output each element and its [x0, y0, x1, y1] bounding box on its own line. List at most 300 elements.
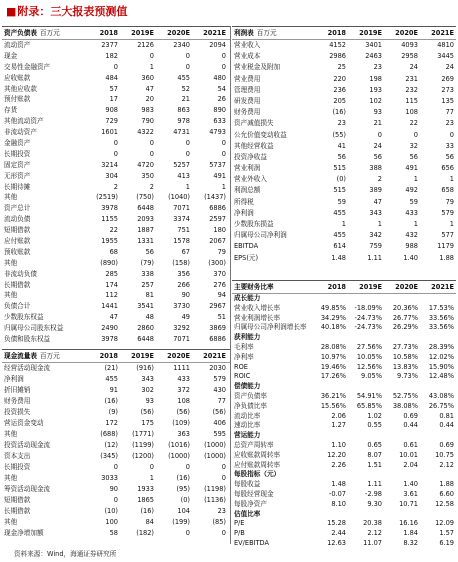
- row-value: 3033: [101, 474, 118, 482]
- row-value: 1.11: [367, 480, 382, 489]
- row-label: 营运能力: [234, 431, 261, 440]
- row-value: 863: [177, 106, 190, 115]
- row-value: 6.19: [439, 538, 454, 547]
- row-label: 获利能力: [234, 333, 261, 342]
- table-row: [232, 85, 456, 96]
- row-value: 370: [213, 269, 226, 278]
- row-value: 276: [213, 280, 226, 289]
- row-value: (1199): [132, 441, 154, 449]
- row-value: 6886: [209, 204, 226, 213]
- row-value: 56: [337, 152, 346, 161]
- row-value: 25: [337, 63, 346, 72]
- row-value: 8.32: [403, 538, 418, 547]
- year-header: 2020E: [167, 352, 190, 360]
- row-value: 1: [149, 474, 154, 482]
- table-row: [2, 290, 230, 301]
- row-value: 236: [333, 85, 346, 94]
- financial-ratios-table: [232, 280, 456, 549]
- row-value: 47: [373, 197, 382, 206]
- table-row: [2, 301, 230, 312]
- source-note: 资料来源：Wind，海通证券研究所: [14, 550, 117, 558]
- table-row: [2, 280, 230, 291]
- table-row: [232, 185, 456, 196]
- row-value: (9): [108, 408, 118, 416]
- row-value: 12.56%: [356, 362, 382, 371]
- row-value: 1.57: [439, 529, 454, 538]
- row-value: 59: [337, 197, 346, 206]
- row-value: 11.07: [363, 538, 382, 547]
- row-value: 59: [409, 197, 418, 206]
- year-header: 2019E: [359, 29, 382, 37]
- row-label: 其他经营收益: [234, 141, 274, 150]
- table-row: [232, 461, 456, 471]
- row-label: 预收账款: [4, 247, 31, 256]
- table-row: [232, 441, 456, 451]
- row-value: 27.56%: [356, 342, 382, 351]
- row-label: 研发费用: [234, 96, 261, 105]
- row-label: ROIC: [234, 372, 251, 381]
- row-value: 6.60: [439, 489, 454, 498]
- row-value: 32: [409, 141, 418, 150]
- row-value: 3374: [173, 215, 190, 224]
- row-value: 47: [145, 84, 154, 93]
- table-row: [2, 363, 230, 374]
- row-value: 0.44: [439, 421, 454, 430]
- row-value: 180: [213, 226, 226, 235]
- row-value: 4731: [173, 128, 190, 137]
- table-row: [2, 73, 230, 84]
- row-value: 205: [333, 96, 346, 105]
- table-row: [232, 208, 456, 219]
- row-value: 285: [105, 269, 118, 278]
- row-value: 47: [109, 313, 118, 322]
- row-label: 营运资金变动: [4, 419, 44, 427]
- row-value: 1955: [101, 237, 118, 246]
- row-label: 少数股东损益: [234, 220, 274, 228]
- row-value: 23: [217, 507, 226, 515]
- year-header: 2020E: [395, 29, 418, 37]
- table-row: [2, 385, 230, 396]
- row-label: 长期借款: [4, 280, 31, 289]
- row-value: 0: [185, 139, 190, 148]
- row-value: 67: [181, 247, 190, 256]
- row-value: 1: [341, 220, 346, 228]
- row-label: 总资产周转率: [234, 440, 274, 449]
- table-row: [2, 323, 230, 334]
- row-value: 38.08%: [392, 401, 418, 410]
- row-label: 投资活动现金流: [4, 441, 51, 449]
- row-label: 资本支出: [4, 452, 31, 460]
- row-value: (890): [100, 258, 118, 267]
- row-value: 108: [177, 397, 190, 405]
- table-row: [232, 241, 456, 252]
- row-value: 1887: [137, 226, 154, 235]
- row-value: 56: [445, 152, 454, 161]
- row-label: 资产负债率: [234, 391, 267, 400]
- row-value: (182): [136, 529, 154, 537]
- year-header: 2020E: [167, 29, 190, 37]
- row-value: 49.85%: [320, 303, 346, 312]
- row-value: 0: [413, 130, 418, 139]
- row-value: 0.65: [367, 440, 382, 449]
- row-value: 1.11: [367, 253, 382, 262]
- cash-flow-table: [2, 349, 230, 539]
- row-value: (916): [136, 364, 154, 372]
- row-value: (79): [140, 258, 154, 267]
- row-value: 91: [109, 386, 118, 394]
- row-label: 资产减值损失: [234, 119, 274, 128]
- row-value: 10.97%: [320, 352, 346, 361]
- row-value: 220: [333, 74, 346, 83]
- row-value: 343: [369, 208, 382, 217]
- row-value: 16.16: [399, 519, 418, 528]
- row-value: 1: [413, 175, 418, 184]
- row-value: 0: [221, 62, 226, 71]
- row-value: 304: [105, 171, 118, 180]
- row-label: 每股指标（元）: [234, 470, 281, 479]
- table-row: [2, 418, 230, 429]
- row-label: 金融资产: [4, 139, 31, 148]
- table-row: [2, 247, 230, 258]
- row-label: 长期借款: [4, 507, 31, 515]
- row-value: 193: [369, 85, 382, 94]
- row-value: 2: [377, 175, 382, 184]
- table-row: [232, 500, 456, 510]
- row-value: (56): [140, 408, 154, 416]
- row-value: 24: [373, 141, 382, 150]
- row-value: (55): [332, 130, 346, 139]
- row-value: 988: [405, 242, 418, 251]
- row-value: 182: [105, 51, 118, 60]
- row-value: 0: [449, 130, 454, 139]
- year-header: 2020E: [395, 283, 418, 291]
- row-value: 1.10: [331, 440, 346, 449]
- row-value: 1: [413, 220, 418, 228]
- row-value: 614: [333, 242, 346, 251]
- row-value: 5737: [209, 160, 226, 169]
- row-value: (1000): [204, 452, 226, 460]
- row-value: 79: [217, 247, 226, 256]
- row-value: 54.91%: [356, 391, 382, 400]
- row-value: 343: [141, 375, 154, 383]
- row-value: -2.98: [364, 489, 382, 498]
- row-value: 34.29%: [320, 313, 346, 322]
- row-value: 1.48: [331, 253, 346, 262]
- balance-sheet-table: [2, 26, 230, 345]
- row-label: 营业税金及附加: [234, 63, 281, 72]
- row-label: 营业收入增长率: [234, 303, 281, 312]
- table-row: [232, 431, 456, 441]
- table-row: [2, 506, 230, 517]
- row-value: 0: [185, 51, 190, 60]
- row-value: 10.05%: [356, 352, 382, 361]
- row-value: 41: [337, 141, 346, 150]
- row-value: 455: [333, 208, 346, 217]
- row-value: 33.56%: [428, 313, 454, 322]
- table-row: [2, 138, 230, 149]
- row-value: 77: [217, 397, 226, 405]
- year-header: 2018: [327, 29, 346, 37]
- row-label: 无形资产: [4, 171, 31, 180]
- row-value: 231: [405, 74, 418, 83]
- row-value: 2986: [329, 52, 346, 61]
- row-value: 22: [409, 119, 418, 128]
- row-value: 455: [333, 231, 346, 240]
- row-label: 预付账款: [4, 95, 31, 104]
- row-value: 433: [405, 208, 418, 217]
- row-value: 15.90%: [428, 362, 454, 371]
- row-value: 3401: [365, 41, 382, 49]
- row-value: 1155: [101, 215, 118, 224]
- row-value: 1441: [101, 302, 118, 311]
- table-row: [232, 130, 456, 141]
- row-value: 26.29%: [392, 323, 418, 332]
- row-value: 0.69: [403, 411, 418, 420]
- row-value: 17: [109, 95, 118, 104]
- row-value: 7071: [173, 335, 190, 344]
- table-row: [232, 253, 456, 264]
- row-value: 579: [441, 208, 454, 217]
- row-value: (1198): [204, 485, 226, 493]
- row-value: 17.26%: [320, 372, 346, 381]
- year-header: 2018: [99, 352, 118, 360]
- row-label: 归属母公司净利润增长率: [234, 323, 307, 332]
- row-value: 2.26: [331, 460, 346, 469]
- row-value: 0: [113, 139, 118, 148]
- row-label: 现金: [4, 51, 18, 60]
- row-value: 21: [181, 95, 190, 104]
- row-label: 投资净收益: [234, 152, 267, 161]
- row-value: 595: [213, 430, 226, 438]
- table-row: [232, 51, 456, 62]
- row-label: EPS(元): [234, 253, 259, 262]
- row-value: 79: [445, 197, 454, 206]
- row-value: 1: [449, 220, 454, 228]
- table-row: [232, 363, 456, 373]
- row-value: (12): [104, 441, 118, 449]
- row-value: 4152: [329, 41, 346, 49]
- row-label: 其他: [4, 474, 18, 482]
- row-value: 759: [369, 242, 382, 251]
- row-value: 0: [221, 474, 226, 482]
- row-value: 3869: [209, 324, 226, 333]
- row-label: 利润总额: [234, 186, 261, 195]
- row-label: P/B: [234, 529, 245, 538]
- row-label: P/E: [234, 519, 245, 528]
- table-row: [232, 510, 456, 520]
- row-value: 2463: [365, 52, 382, 61]
- table-row: [2, 51, 230, 62]
- row-value: 1: [377, 220, 382, 228]
- row-value: 2094: [209, 41, 226, 49]
- row-value: 1331: [137, 237, 154, 246]
- row-value: 13.83%: [392, 362, 418, 371]
- row-value: 751: [177, 226, 190, 235]
- row-value: 2093: [137, 215, 154, 224]
- row-value: (56): [212, 408, 226, 416]
- table-header-row: [2, 349, 230, 363]
- row-value: 2.12: [439, 460, 454, 469]
- row-label: 少数股东权益: [4, 313, 44, 322]
- row-label: 其他: [4, 430, 18, 438]
- row-value: 33.56%: [428, 323, 454, 332]
- table-row: [232, 353, 456, 363]
- row-value: 2126: [137, 41, 154, 49]
- row-value: (750): [136, 193, 154, 202]
- table-row: [2, 374, 230, 385]
- row-value: 94: [217, 291, 226, 300]
- row-value: 0.69: [439, 440, 454, 449]
- row-value: 9.05%: [361, 372, 382, 381]
- row-value: 8.10: [331, 499, 346, 508]
- row-value: 12.02%: [428, 352, 454, 361]
- table-title: 资产负债表: [4, 29, 37, 37]
- row-value: 1.84: [403, 529, 418, 538]
- row-label: 经营活动现金流: [4, 364, 51, 372]
- row-value: 20: [145, 95, 154, 104]
- row-value: 6886: [209, 335, 226, 344]
- row-value: 1111: [173, 364, 190, 372]
- row-value: 49: [181, 313, 190, 322]
- row-value: 302: [141, 386, 154, 394]
- row-value: 3.61: [403, 489, 418, 498]
- row-value: 515: [333, 186, 346, 195]
- row-label: 营业利润增长率: [234, 313, 281, 322]
- row-value: 104: [177, 507, 190, 515]
- row-value: 10.75: [435, 450, 454, 459]
- page-title: [6, 3, 127, 19]
- row-value: 1.48: [331, 480, 346, 489]
- row-value: 56: [373, 152, 382, 161]
- row-label: 偿债能力: [234, 382, 261, 391]
- row-value: 43.08%: [428, 391, 454, 400]
- table-row: [2, 334, 230, 345]
- row-value: 48: [145, 313, 154, 322]
- row-label: 净利率: [234, 352, 254, 361]
- row-value: (1136): [204, 496, 226, 504]
- row-label: 固定资产: [4, 160, 31, 169]
- row-value: 174: [105, 280, 118, 289]
- table-row: [2, 258, 230, 269]
- row-label: 营业利润: [234, 164, 261, 173]
- table-row: [232, 141, 456, 152]
- table-header-label: [234, 281, 310, 293]
- row-value: 108: [405, 108, 418, 117]
- row-value: 12.58: [435, 499, 454, 508]
- row-value: 266: [177, 280, 190, 289]
- row-value: (1437): [204, 193, 226, 202]
- row-value: 1: [221, 182, 226, 191]
- table-header-label: [4, 350, 80, 362]
- row-value: 15.56%: [320, 401, 346, 410]
- income-statement-table: [232, 26, 456, 264]
- row-value: 2030: [209, 364, 226, 372]
- row-value: -24.73%: [354, 323, 382, 332]
- row-value: -18.09%: [354, 303, 382, 312]
- statements-grid: [2, 26, 456, 547]
- table-row: [232, 343, 456, 353]
- row-value: 360: [141, 73, 154, 82]
- row-value: 413: [177, 171, 190, 180]
- row-label: 每股经营现金: [234, 489, 274, 498]
- row-value: 90: [109, 485, 118, 493]
- row-value: 491: [213, 171, 226, 180]
- row-value: 100: [105, 518, 118, 526]
- row-value: 2.06: [331, 411, 346, 420]
- row-label: 折旧摊销: [4, 386, 31, 394]
- row-value: 54: [217, 84, 226, 93]
- row-value: 1933: [137, 485, 154, 493]
- row-value: 1.51: [367, 460, 382, 469]
- row-value: 372: [177, 386, 190, 394]
- table-row: [232, 294, 456, 304]
- table-row: [232, 62, 456, 73]
- row-value: 68: [109, 247, 118, 256]
- row-value: 10.71: [399, 499, 418, 508]
- row-value: 0.55: [367, 421, 382, 430]
- table-row: [2, 440, 230, 451]
- row-value: 484: [105, 73, 118, 82]
- row-value: 65.85%: [356, 401, 382, 410]
- year-header: 2019E: [131, 352, 154, 360]
- row-value: 2860: [137, 324, 154, 333]
- row-label: 归属母公司股东权益: [4, 324, 64, 333]
- row-value: 33: [445, 141, 454, 150]
- year-header: 2021E: [431, 29, 454, 37]
- table-row: [2, 105, 230, 116]
- row-value: 338: [141, 269, 154, 278]
- row-label: 短期借款: [4, 226, 31, 235]
- year-header: 2019E: [131, 29, 154, 37]
- title-text: 附录：三大报表预测值: [17, 5, 128, 18]
- row-value: 978: [177, 117, 190, 126]
- row-value: (1000): [204, 441, 226, 449]
- row-value: 0: [221, 463, 226, 471]
- table-row: [232, 372, 456, 382]
- row-value: 2.12: [367, 529, 382, 538]
- row-value: 7071: [173, 204, 190, 213]
- row-label: 筹资活动现金流: [4, 485, 51, 493]
- row-value: 1: [449, 175, 454, 184]
- row-value: (56): [176, 408, 190, 416]
- row-label: 资产总计: [4, 204, 31, 213]
- row-label: 短期借款: [4, 496, 31, 504]
- table-row: [232, 96, 456, 107]
- row-value: 112: [105, 291, 118, 300]
- row-value: 492: [405, 186, 418, 195]
- table-unit: 百万元: [256, 29, 277, 37]
- row-value: 28.39%: [428, 342, 454, 351]
- table-row: [232, 74, 456, 85]
- table-row: [2, 473, 230, 484]
- row-value: (0): [180, 496, 190, 504]
- row-value: 57: [109, 84, 118, 93]
- row-value: 12.09: [435, 519, 454, 528]
- row-value: 0: [185, 62, 190, 71]
- table-row: [2, 225, 230, 236]
- row-label: 其他: [4, 258, 18, 267]
- table-title: 现金流量表: [4, 352, 37, 360]
- table-row: [232, 421, 456, 431]
- row-value: 135: [441, 96, 454, 105]
- row-label: 应付账款: [4, 237, 31, 246]
- row-value: 10.01: [399, 450, 418, 459]
- table-row: [2, 495, 230, 506]
- row-value: (16): [104, 397, 118, 405]
- row-value: 12.20: [327, 450, 346, 459]
- row-value: 52.75%: [392, 391, 418, 400]
- row-value: 84: [145, 518, 154, 526]
